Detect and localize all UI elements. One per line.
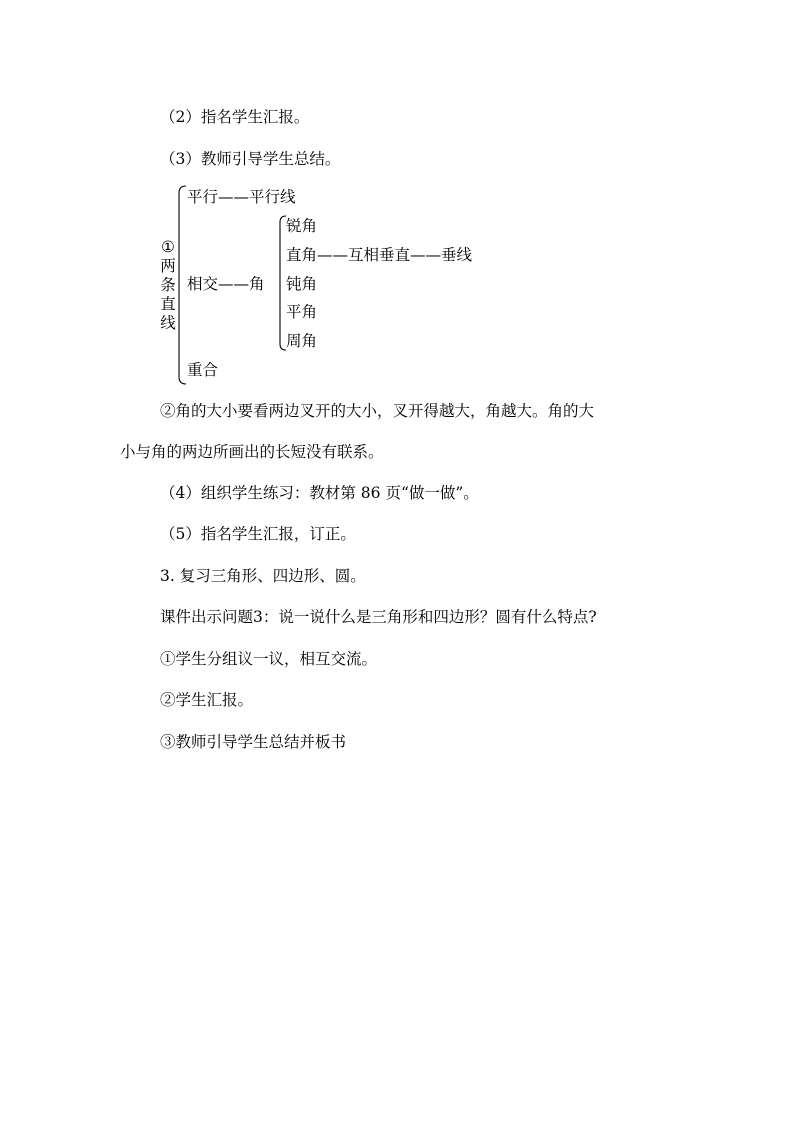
paragraph-practice-4: （4）组织学生练习：教材第 86 页“做一做”。 <box>160 484 479 502</box>
angle-straight: 平角 <box>286 303 318 321</box>
angle-acute: 锐角 <box>286 217 318 235</box>
outer-brace <box>174 185 188 385</box>
paragraph-correct-5: （5）指名学生汇报，订正。 <box>160 525 356 543</box>
paragraph-question-3: 课件出示问题3：说一说什么是三角形和四边形？圆有什么特点? <box>160 608 597 626</box>
paragraph-report-2: （2）指名学生汇报。 <box>160 108 310 126</box>
paragraph-angle-size-line2: 小与角的两边所画出的长短没有联系。 <box>120 443 384 461</box>
tree-root-char: 直 <box>160 295 176 313</box>
paragraph-group-discuss: ①学生分组议一议，相互交流。 <box>160 650 378 668</box>
angle-obtuse: 钝角 <box>286 275 318 293</box>
paragraph-summary-3: （3）教师引导学生总结。 <box>160 150 341 168</box>
angle-round: 周角 <box>286 332 318 350</box>
branch-intersect: 相交——角 <box>187 275 265 293</box>
paragraph-review-shapes: 3. 复习三角形、四边形、圆。 <box>160 567 366 585</box>
paragraph-student-report: ②学生汇报。 <box>160 691 254 709</box>
branch-parallel: 平行——平行线 <box>187 188 296 206</box>
branch-coincide: 重合 <box>187 361 219 379</box>
tree-root-char: 线 <box>160 314 176 332</box>
tree-root-char: 两 <box>160 257 176 275</box>
tree-root-char: 条 <box>160 276 176 294</box>
paragraph-angle-size-line1: ②角的大小要看两边叉开的大小，叉开得越大，角越大。角的大 <box>160 402 595 420</box>
paragraph-teacher-summary: ③教师引导学生总结并板书 <box>160 733 347 751</box>
tree-root-char: ① <box>161 238 175 256</box>
angle-right: 直角——互相垂直——垂线 <box>286 246 473 264</box>
